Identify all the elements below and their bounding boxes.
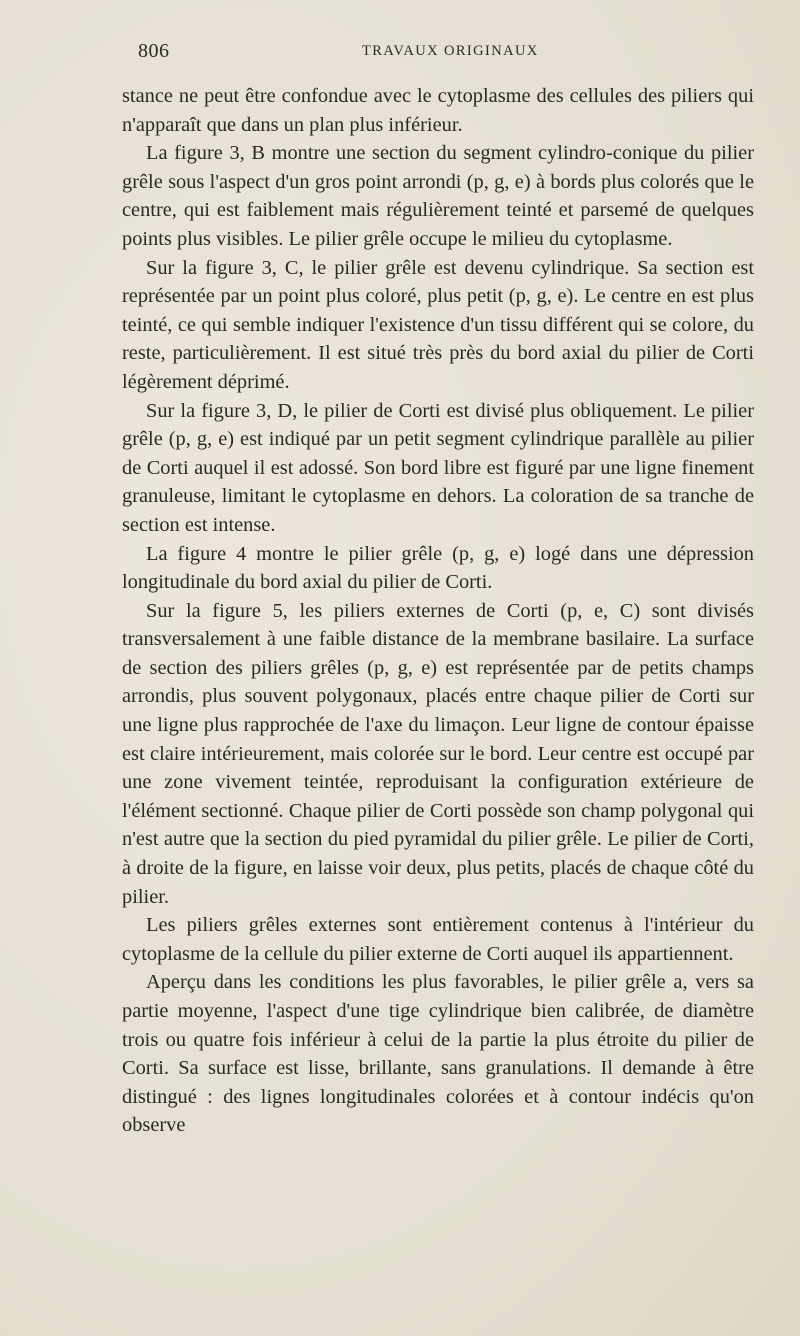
paragraph-7: Les piliers grêles externes sont entièrement contenus à l'intérieur du cytoplasme de la cellule du pilier externe de Corti auquel ils appartiennent. (122, 914, 754, 965)
paragraph-6: Sur la figure 5, les piliers externes de Corti (p, e, C) sont divisés transversalement à une faible distance de la membrane basilaire. La surface de section des piliers grêles (p, g, e) est représentée par de petits champs arrondis, plus souvent polygonaux, placés entre chaque pilier de Corti sur une ligne plus rapprochée de l'axe du limaçon. Leur ligne de contour épaisse est claire intérieurement, mais colorée sur le bord. Leur centre est occupé par une zone vivement teintée, reproduisant la configuration extérieure de l'élément sectionné. Chaque pilier de Corti possède son champ polygonal qui n'est autre que la section du pied pyramidal du pilier grêle. Le pilier de Corti, à droite de la figure, en laisse voir deux, plus petits, placés de chaque côté du pilier. (122, 599, 754, 908)
paragraph-8: Aperçu dans les conditions les plus favorables, le pilier grêle a, vers sa partie moyenne, l'aspect d'une tige cylindrique bien calibrée, de diamètre trois ou quatre fois inférieur à celui de la partie la plus étroite du pilier de Corti. Sa surface est lisse, brillante, sans granulations. Il demande à être distingué : des lignes longitudinales colorées et à contour indécis qu'on observe (122, 971, 754, 1137)
paragraph-3: Sur la figure 3, C, le pilier grêle est devenu cylindrique. Sa section est représentée par un point plus coloré, plus petit (p, g, e). Le centre en est plus teinté, ce qui semble indiquer l'existence d'un tissu différent qui se colore, du reste, particulièrement. Il est situé très près du bord axial du pilier de Corti légèrement déprimé. (122, 256, 754, 393)
paragraph-4: Sur la figure 3, D, le pilier de Corti est divisé plus obliquement. Le pilier grêle (p, g, e) est indiqué par un petit segment cylindrique parallèle au pilier de Corti auquel il est adossé. Son bord libre est figuré par une ligne finement granuleuse, limitant le cytoplasme en dehors. La coloration de sa tranche de section est intense. (122, 399, 754, 536)
page-header (122, 40, 754, 68)
running-head: TRAVAUX ORIGINAUX (362, 43, 539, 59)
page-number: 806 (138, 40, 170, 62)
paragraph-2: La figure 3, B montre une section du segment cylindro-conique du pilier grêle sous l'aspect d'un gros point arrondi (p, g, e) à bords plus colorés que le centre, qui est faiblement mais régulièrement teinté et parsemé de quelques points plus visibles. Le pilier grêle occupe le milieu du cytoplasme. (122, 142, 754, 250)
paragraph-1: stance ne peut être confondue avec le cytoplasme des cellules des piliers qui n'apparaît que dans un plan plus inférieur. (122, 85, 754, 136)
paragraph-5: La figure 4 montre le pilier grêle (p, g, e) logé dans une dépression longitudinale du bord axial du pilier de Corti. (122, 542, 754, 594)
body-text (122, 82, 754, 1140)
